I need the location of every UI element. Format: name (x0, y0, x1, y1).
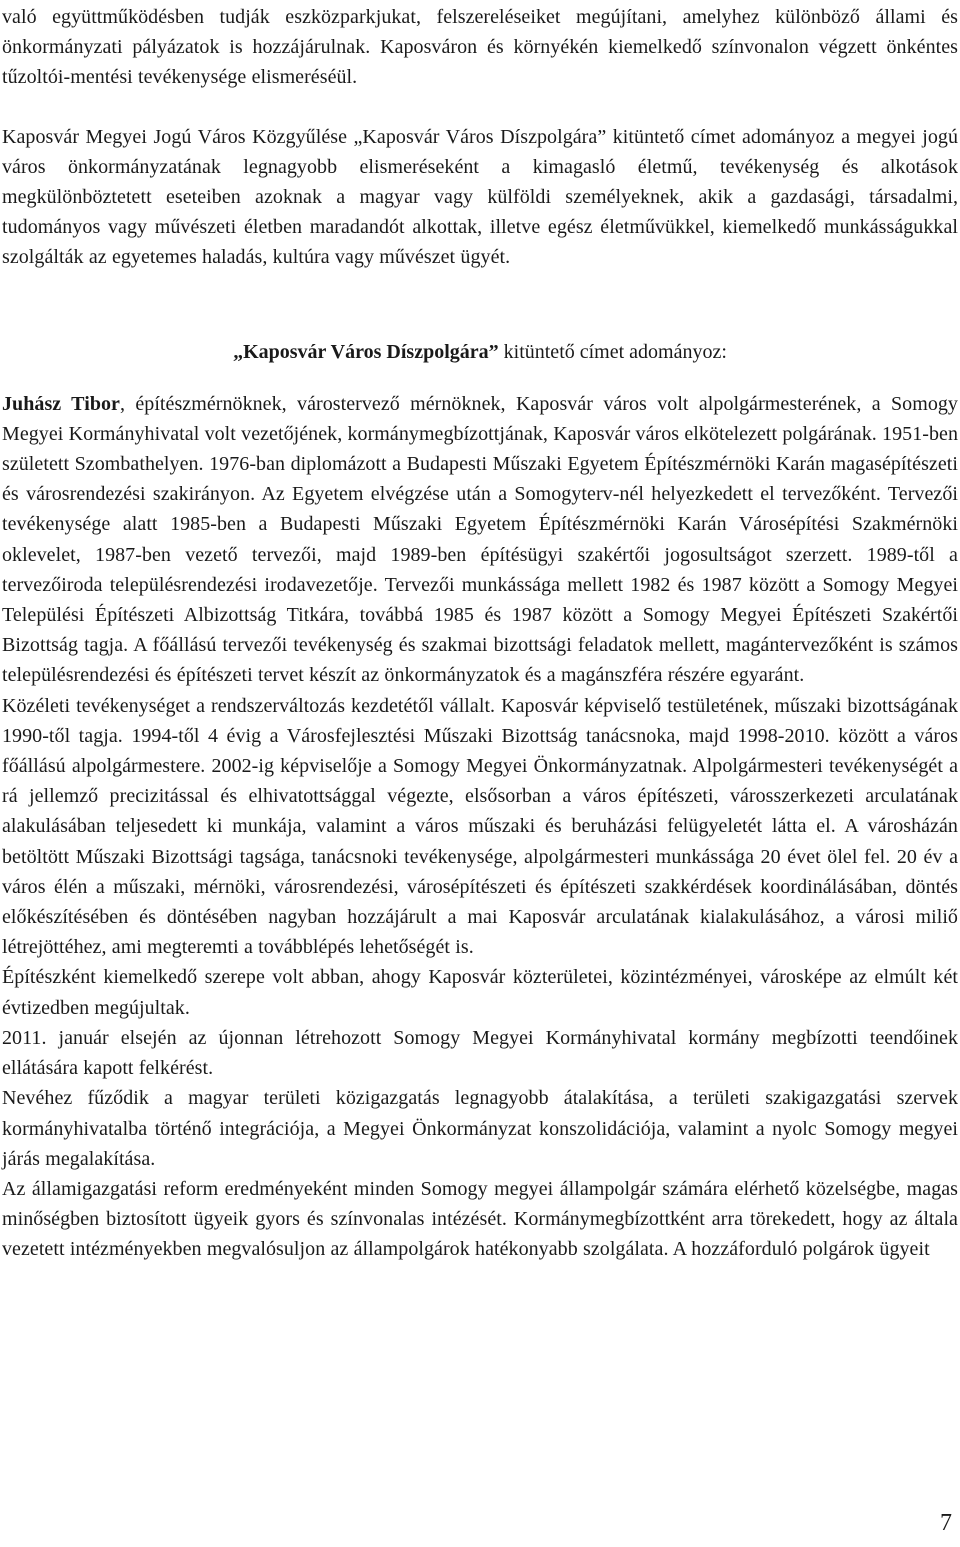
awardee-name: Juhász Tibor (2, 392, 120, 415)
architect-role-paragraph: Építészként kiemelkedő szerepe volt abban, ahogy Kaposvár közterületei, közintézményei, városképe az elmúlt két évtizedben megújultak. (2, 966, 958, 1019)
page-number: 7 (940, 1510, 952, 1536)
award-citation-paragraph: Kaposvár Megyei Jogú Város Közgyűlése „Kaposvár Város Díszpolgára” kitüntető címet adományoz a megyei jogú város önkormányzatának legnagyobb elismeréseként a kimagasló életmű, tevékenység és alkotások megkülönböztetett eseteiben azoknak a magyar vagy külföldi személyeknek, akik a gazdasági, társadalmi, tudományos vagy művészeti életben maradandót alkottak, illetve egész életművükkel, kiemelkedő munkásságukkal szolgálták az egyetemes haladás, kultúra vagy művészet ügyét. (2, 125, 958, 269)
award-heading-suffix: kitüntető címet adományoz: (498, 340, 727, 363)
citizen-service-paragraph: Az államigazgatási reform eredményeként minden Somogy megyei állampolgár számára elérhető közelségbe, magas minőségben biztosított ügyeik gyors és színvonalas intézését. Kormánymegbízottként arra törekedett, hogy az általa vezetett intézményekben megvalósuljon az állampolgárok hatékonyabb szolgálata. A hozzáforduló polgárok ügyeit (2, 1177, 958, 1261)
body-text (2, 0, 958, 1265)
award-title: „Kaposvár Város Díszpolgára” (233, 340, 499, 363)
public-service-paragraph: Közéleti tevékenységet a rendszerváltozás kezdetétől vállalt. Kaposvár képviselő testületének, műszaki bizottságának 1990-től tagja. 1994-től 4 évig a Városfejlesztési Műszaki Bizottság tanácsnoka, majd 1998-2010. között a város főállású alpolgármestere. 2002-ig képviselője a Somogy Megyei Önkormányzatnak. Alpolgármesteri tevékenységét a rá jellemző precizitással és elhivatottsággal végezte, elsősorban a város építészeti, városszerkezeti arculatának alakulásában teljesedett ki munkája, valamint a város műszaki és beruházási felügyeletét látta el. A városházán betöltött Műszaki Bizottsági tagsága, tanácsnoki tevékenysége, alpolgármesteri munkássága 20 évet ölel fel. 20 év a város élén a műszaki, mérnöki, városrendezési, városépítészeti és építészeti szakkérdések koordinálásában, döntés előkészítésében és döntésében nagyban hozzájárult a mai Kaposvár arculatának kialakulásához, a városi miliő létrejöttéhez, ami megteremti a továbblépés lehetőségét is. (2, 694, 958, 959)
intro-continuation-paragraph: való együttműködésben tudják eszközparkjukat, felszereléseiket megújítani, amelyhez különböző állami és önkormányzati pályázatok is hozzájárulnak. Kaposváron és környékén kiemelkedő színvonalon végzett önkéntes tűzoltói-mentési tevékenysége elismeréséül. (2, 6, 958, 89)
awardee-bio-paragraph (2, 389, 958, 691)
award-heading (2, 337, 958, 367)
awardee-bio-text: , építészmérnöknek, várostervező mérnöknek, Kaposvár város volt alpolgármesterének, a Somogy Megyei Kormányhivatal volt vezetőjének, kormánymegbízottjának, Kaposvár város elkötelezett polgárának. 1951-ben született Szombathelyen. 1976-ban diplomázott a Budapesti Műszaki Egyetem Építészmérnöki Karán magasépítészeti és városrendezési szakirányon. Az Egyetem elvégzése után a Somogyterv-nél helyezkedett el tervezőként. Tervezői tevékenysége alatt 1985-ben a Budapesti Műszaki Egyetem Építészmérnöki Karán Városépítési Szakmérnöki oklevelet, 1987-ben vezető tervezői, majd 1989-ben építésügyi szakértői jogosultságot szerzett. 1989-től a tervezőiroda településrendezési irodavezetője. Tervezői munkássága mellett 1982 és 1987 között a Somogy Megyei Települési Építészeti Albizottság Titkára, továbbá 1985 és 1987 között a Somogy Megyei Építészeti Szakértői Bizottság tagja. A főállású tervezői tevékenység és szakmai bizottsági feladatok mellett, magántervezőként is számos településrendezési és építészeti tervet készít az önkormányzatok és a magánszféra részére egyaránt. (2, 392, 958, 687)
administration-reform-paragraph: Nevéhez fűződik a magyar területi közigazgatás legnagyobb átalakítása, a területi szakigazgatási szervek kormányhivatalba történő integrációja, a Megyei Önkormányzat konszolidációja, valamint a nyolc Somogy megyei járás megalakítása. (2, 1087, 958, 1170)
government-office-paragraph: 2011. január elsején az újonnan létrehozott Somogy Megyei Kormányhivatal kormány megbízotti teendőinek ellátására kapott felkérést. (2, 1026, 958, 1080)
